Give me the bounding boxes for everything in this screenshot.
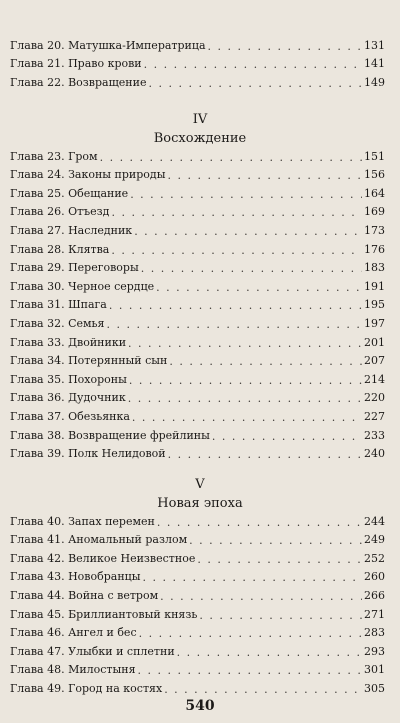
toc-row [10,350,385,369]
chapter-title: Глава 46. Ангел и бес [10,626,137,640]
part-v-numeral: V [195,477,205,492]
dot-leader [148,78,362,90]
toc-row [10,238,385,257]
chapter-page: 266 [364,588,385,602]
dot-leader [144,59,362,71]
toc-row [10,529,385,548]
chapter-title: Глава 27. Наследник [10,223,133,237]
chapter-page: 244 [364,514,385,528]
toc-row [10,640,385,659]
dot-leader [111,245,362,257]
chapter-title: Глава 30. Черное сердце [10,279,155,293]
toc-row [10,510,385,529]
chapter-title: Глава 37. Обезьянка [10,409,130,423]
toc-row [10,677,385,696]
toc-row [10,71,385,90]
chapter-page: 207 [364,354,385,368]
dot-leader [157,517,362,529]
toc-row [10,164,385,183]
dot-leader [106,319,362,331]
toc-row [10,201,385,220]
chapter-page: 293 [364,644,385,658]
dot-leader [156,282,362,294]
chapter-page: 149 [364,75,385,89]
dot-leader [132,412,362,424]
chapter-title: Глава 23. Гром [10,149,98,163]
chapter-title: Глава 31. Шпага [10,298,107,312]
chapter-page: 214 [364,372,385,386]
chapter-page: 141 [364,57,385,71]
toc-row [10,182,385,201]
part-v-title: Новая эпоха [157,496,243,511]
chapter-page: 249 [364,533,385,547]
dot-leader [199,610,362,622]
chapter-title: Глава 36. Дудочник [10,391,126,405]
chapter-page: 305 [364,681,385,695]
dot-leader [212,431,362,443]
page-number: 540 [185,698,215,714]
chapter-title: Глава 24. Законы природы [10,168,166,182]
part-iv-numeral: IV [192,112,208,127]
toc-row [10,145,385,164]
dot-leader [134,226,362,238]
chapter-title: Глава 47. Улыбки и сплетни [10,644,175,658]
chapter-page: 151 [364,149,385,163]
dot-leader [138,665,362,677]
toc-row [10,312,385,331]
chapter-page: 131 [364,38,385,52]
chapter-page: 156 [364,168,385,182]
chapter-title: Глава 42. Великое Неизвестное [10,551,196,565]
chapter-page: 201 [364,335,385,349]
dot-leader [128,338,362,350]
part-iv-title: Восхождение [153,131,247,146]
dot-leader [177,647,362,659]
toc-row [10,405,385,424]
chapter-title: Глава 34. Потерянный сын [10,354,168,368]
toc-row [10,53,385,72]
dot-leader [168,449,362,461]
chapter-title: Глава 25. Обещание [10,186,129,200]
dot-leader [189,535,362,547]
dot-leader [129,375,362,387]
chapter-title: Глава 49. Город на костях [10,681,163,695]
chapter-page: 240 [364,447,385,461]
chapter-title: Глава 45. Бриллиантовый князь [10,607,198,621]
chapter-page: 271 [364,607,385,621]
toc-section-top [10,34,385,90]
chapter-page: 191 [364,279,385,293]
toc-row [10,331,385,350]
chapter-title: Глава 38. Возвращение фрейлины [10,428,210,442]
chapter-title: Глава 20. Матушка-Императрица [10,38,206,52]
toc-row [10,34,385,53]
dot-leader [197,554,362,566]
toc-row [10,368,385,387]
chapter-page: 220 [364,391,385,405]
chapter-title: Глава 26. Отъезд [10,205,110,219]
chapter-title: Глава 39. Полк Нелидовой [10,447,166,461]
chapter-title: Глава 22. Возвращение [10,75,147,89]
chapter-title: Глава 33. Двойники [10,335,127,349]
toc-row [10,584,385,603]
toc-row [10,443,385,462]
chapter-title: Глава 40. Запах перемен [10,514,155,528]
chapter-title: Глава 44. Война с ветром [10,588,159,602]
dot-leader [130,189,362,201]
toc-row [10,275,385,294]
dot-leader [139,628,362,640]
chapter-title: Глава 32. Семья [10,316,105,330]
toc-row [10,659,385,678]
dot-leader [208,41,362,53]
toc-row [10,219,385,238]
toc-part-v [10,510,385,696]
dot-leader [142,572,362,584]
chapter-title: Глава 43. Новобранцы [10,570,141,584]
chapter-title: Глава 21. Право крови [10,57,142,71]
chapter-page: 164 [364,186,385,200]
dot-leader [111,207,362,219]
toc-row [10,424,385,443]
toc-row [10,622,385,641]
dot-leader [167,170,362,182]
chapter-page: 197 [364,316,385,330]
toc-row [10,603,385,622]
chapter-page: 233 [364,428,385,442]
toc-row [10,387,385,406]
toc-row [10,257,385,276]
dot-leader [160,591,362,603]
dot-leader [128,393,362,405]
chapter-title: Глава 28. Клятва [10,242,110,256]
toc-part-iv [10,145,385,461]
toc-row [10,294,385,313]
chapter-title: Глава 29. Переговоры [10,261,139,275]
dot-leader [109,300,362,312]
chapter-page: 301 [364,663,385,677]
chapter-page: 183 [364,261,385,275]
chapter-title: Глава 48. Милостыня [10,663,136,677]
chapter-title: Глава 35. Похороны [10,372,127,386]
toc-row [10,566,385,585]
chapter-page: 176 [364,242,385,256]
chapter-page: 252 [364,551,385,565]
toc-row [10,547,385,566]
chapter-page: 260 [364,570,385,584]
chapter-page: 195 [364,298,385,312]
dot-leader [164,684,362,696]
chapter-page: 227 [364,409,385,423]
chapter-page: 169 [364,205,385,219]
dot-leader [169,356,362,368]
chapter-page: 173 [364,223,385,237]
chapter-page: 283 [364,626,385,640]
chapter-title: Глава 41. Аномальный разлом [10,533,188,547]
dot-leader [141,263,362,275]
dot-leader [100,152,362,164]
